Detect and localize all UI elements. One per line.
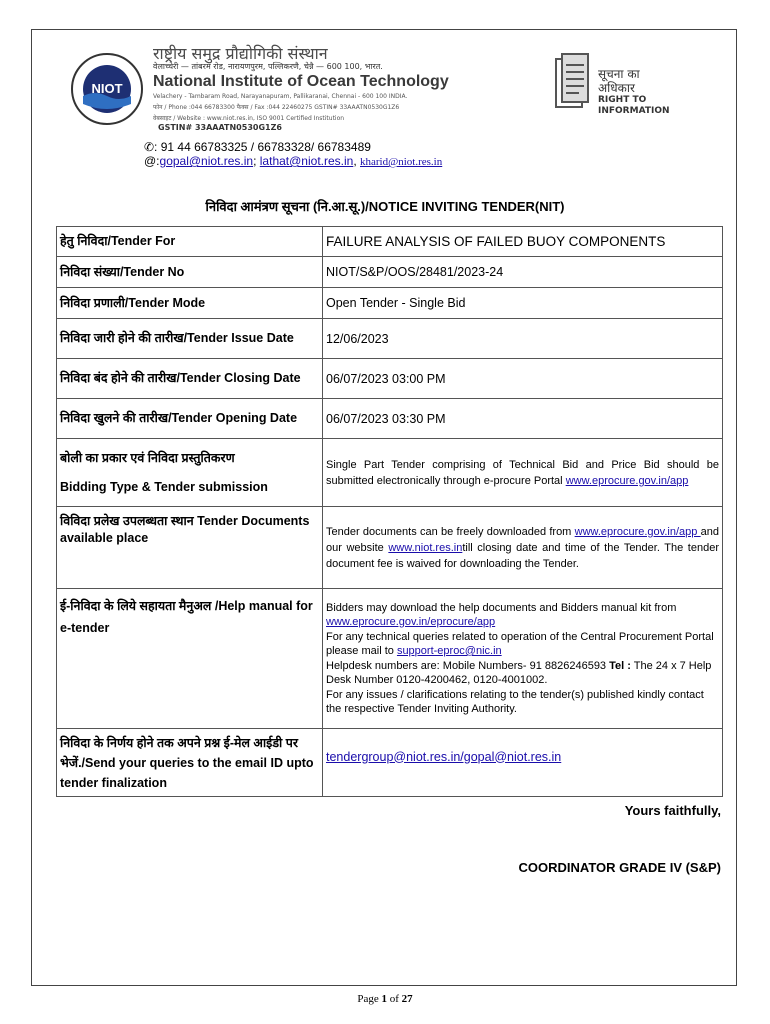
phone-numbers: ✆: 91 44 66783325 / 66783328/ 66783489 [144,140,371,154]
page-number: 1 [381,993,387,1005]
documents-place-value [323,507,723,589]
table-row [57,439,723,507]
niot-website-link[interactable]: www.niot.res.in [388,541,463,554]
tender-mode-label: निविदा प्रणाली/Tender Mode [57,288,323,319]
tender-no-label: निविदा संख्या/Tender No [57,257,323,288]
help-tel-label: Tel : [609,659,631,672]
email-separator: ; [253,154,260,168]
email-separator: , [353,154,360,168]
table-row [57,257,723,288]
queries-value [323,729,723,797]
support-email-link[interactable]: support-eproc@nic.in [396,645,502,657]
institute-english-name: National Institute of Ocean Technology [153,73,449,90]
tender-no-value: NIOT/S&P/OOS/28481/2023-24 [323,257,723,288]
tender-for-label: हेतु निविदा/Tender For [57,227,323,257]
table-row [57,227,723,257]
tender-details-table [56,226,723,797]
page-word: Page [357,993,382,1005]
page-footer [0,993,770,1005]
bidding-type-value [323,439,723,507]
closing-date-label: निविदा बंद होने की तारीख/Tender Closing Date [57,359,323,399]
eprocure-link[interactable]: www.eprocure.gov.in/app [565,474,689,487]
rti-english-2: INFORMATION [598,106,670,116]
documents-text: and our website [326,525,719,554]
documents-text: till closing date and time of the Tender. The tender document fee is waived for downloading the Tender. [326,541,719,570]
documents-text: Tender documents can be freely downloaded from [326,525,572,538]
email-link-lathat[interactable]: lathat@niot.res.in [259,154,354,168]
table-row [57,729,723,797]
issue-date-value: 12/06/2023 [323,319,723,359]
email-prefix: @: [144,154,160,168]
bidding-type-text: Single Part Tender comprising of Technical Bid and Price Bid should be submitted electronically through e-procure Portal [326,458,719,487]
opening-date-label: निविदा खुलने की तारीख/Tender Opening Date [57,399,323,439]
table-row [57,589,723,729]
table-row [57,359,723,399]
signatory-designation: COORDINATOR GRADE IV (S&P) [518,860,721,875]
closing-date-value: 06/07/2023 03:00 PM [323,359,723,399]
rti-document-icon [555,53,589,111]
documents-place-label: विविदा प्रलेख उपलब्धता स्थान Tender Documents available place [57,507,323,589]
help-text: The 24 x 7 Help Desk Number 0120-4200462, 0120-4001002. [326,659,712,686]
help-manual-label: ई-निविदा के लिये सहायता मैनुअल /Help manual for e-tender [57,589,323,729]
closing-salutation: Yours faithfully, [624,803,721,818]
table-row [57,507,723,589]
rti-label [598,67,670,117]
niot-logo [70,52,144,126]
address-line: Velachery - Tambaram Road, Narayanapuram, Pallikaranai, Chennai - 600 100 INDIA. [153,93,408,100]
bidding-type-label-hi: बोली का प्रकार एवं निविदा प्रस्तुतिकरण [60,450,235,465]
logo-text: NIOT [91,81,123,96]
help-text: Helpdesk numbers are: Mobile Numbers- 91 8826246593 [326,659,610,672]
table-row [57,319,723,359]
gstin: GSTIN# 33AAATN0530G1Z6 [158,123,282,132]
rti-english-1: RIGHT TO [598,95,647,105]
eprocure-app-link[interactable]: www.eprocure.gov.in/eprocure/app [326,616,496,628]
notice-title: निविदा आमंत्रण सूचना (नि.आ.सू.)/NOTICE INVITING TENDER(NIT) [205,199,565,214]
tender-for-value: FAILURE ANALYSIS OF FAILED BUOY COMPONENTS [323,227,723,257]
institute-hindi-address: वेलाच्चेरी — तांबरम रोड, नारायणपुरम, पल्लिकरणै, चेन्नै — 600 100, भारत. [153,62,383,71]
help-manual-value [323,589,723,729]
help-text: Bidders may download the help documents and Bidders manual kit from [326,601,677,614]
institute-hindi-name: राष्ट्रीय समुद्र प्रौद्योगिकी संस्थान [153,44,328,63]
email-link-kharid[interactable]: kharid@niot.res.in [360,156,443,168]
help-text: For any issues / clarifications relating to the tender(s) published kindly contact the respective Tender Inviting Authority. [326,688,704,715]
issue-date-label: निविदा जारी होने की तारीख/Tender Issue Date [57,319,323,359]
tender-mode-value: Open Tender - Single Bid [323,288,723,319]
table-row [57,399,723,439]
bidding-type-label [57,439,323,507]
bidding-type-label-en: Bidding Type & Tender submission [60,479,268,494]
rti-hindi-2: अधिकार [598,81,635,95]
email-line [144,154,442,168]
opening-date-value: 06/07/2023 03:30 PM [323,399,723,439]
phone-fax-line: फोन / Phone :044 66783300 फैक्स / Fax :044 22460275 GSTIN# 33AAATN0530G1Z6 [153,104,400,111]
eprocure-link[interactable]: www.eprocure.gov.in/app [574,525,701,538]
help-text: For any technical queries related to operation of the Central Procurement Portal please mail to [326,630,714,657]
queries-label: निविदा के निर्णय होने तक अपने प्रश्न ई-मेल आईडी पर भेजें./Send your queries to the email ID upto tender finalization [57,729,323,797]
of-word: of [386,993,402,1005]
email-link-gopal[interactable]: gopal@niot.res.in [159,154,254,168]
table-row [57,288,723,319]
rti-hindi-1: सूचना का [598,67,640,81]
website-line: वेबसाइट / Website : www.niot.res.in, ISO 9001 Certified Institution [153,115,345,122]
page-total: 27 [401,993,413,1005]
tender-group-email-link[interactable]: tendergroup@niot.res.in/gopal@niot.res.in [326,749,562,764]
